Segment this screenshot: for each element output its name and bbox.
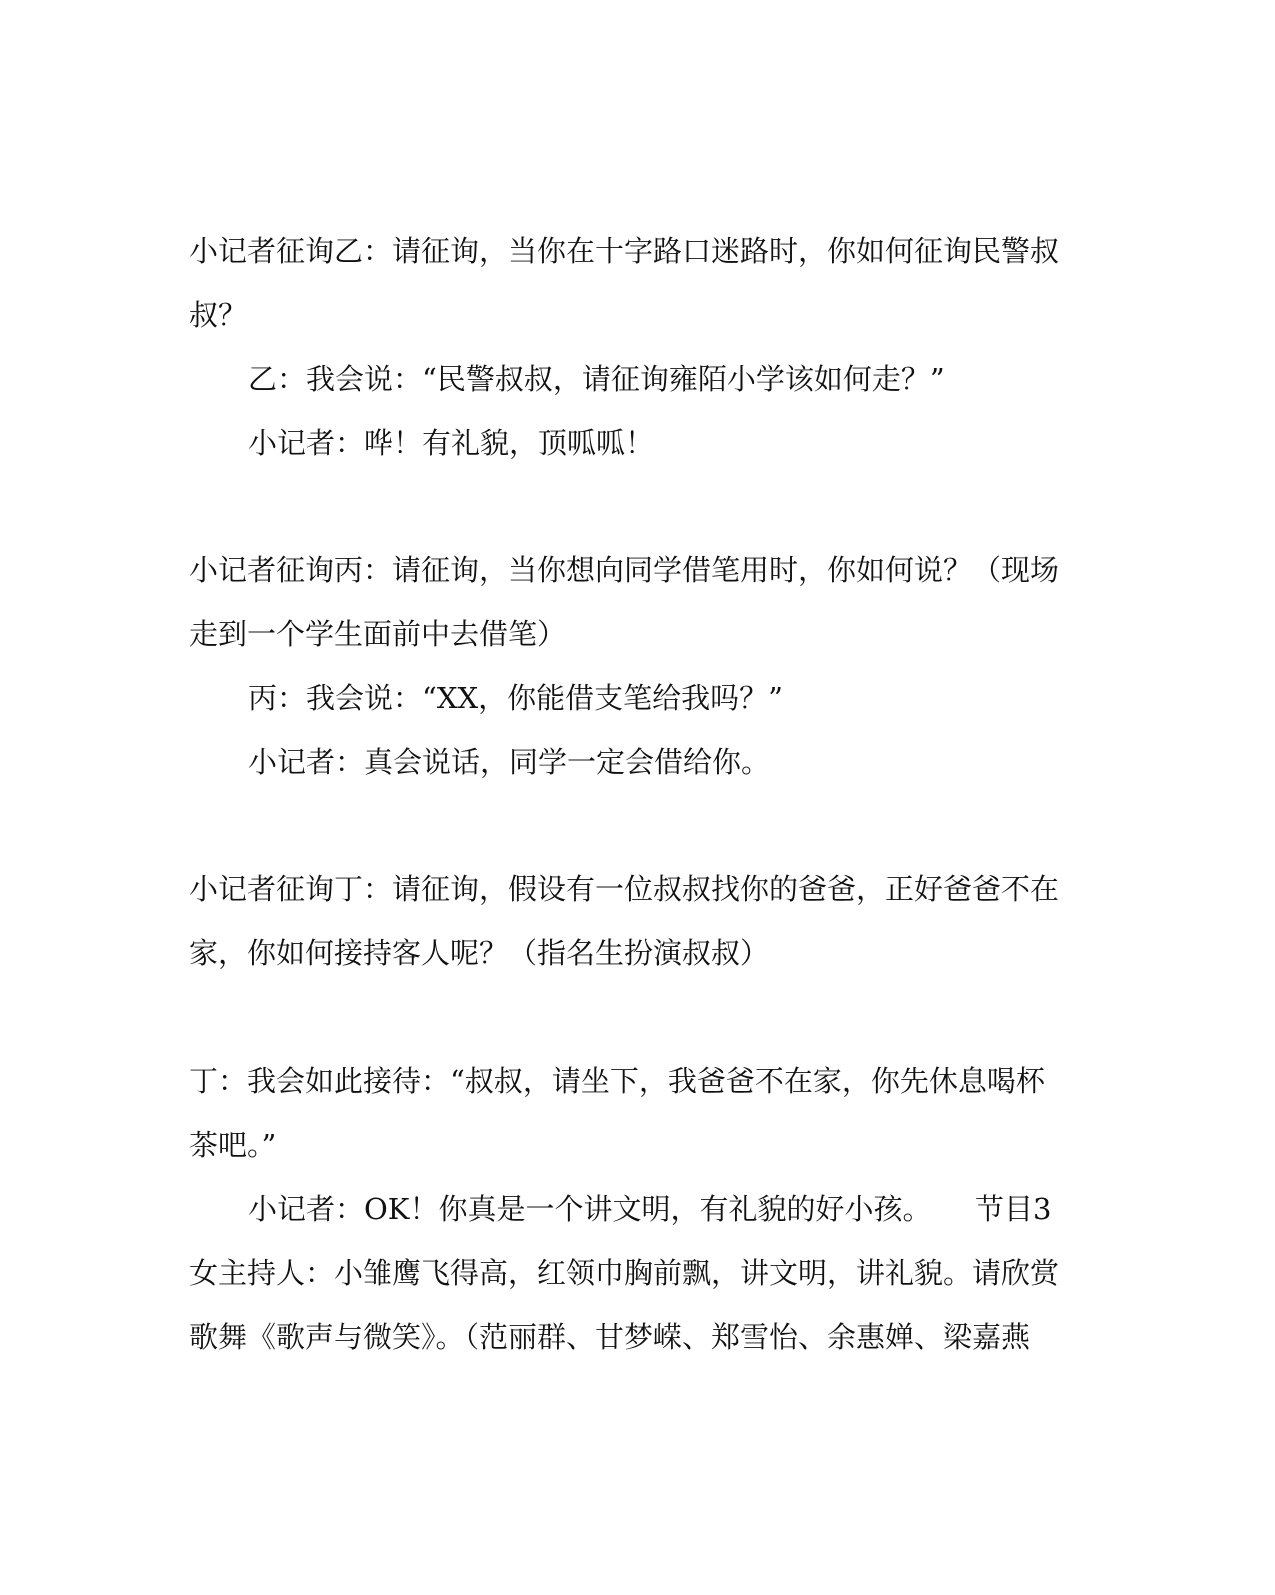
text-line: 歌舞《歌声与微笑》。（范丽群、甘梦嵘、郑雪怡、余惠婵、梁嘉燕 (189, 1320, 1031, 1354)
text-line: 女主持人：小雏鹰飞得高，红领巾胸前飘，讲文明，讲礼貌。请欣赏 (189, 1256, 1060, 1290)
text-line: 家，你如何接持客人呢？（指名生扮演叔叔） (189, 936, 770, 970)
text-line: 丙：我会说：“XX，你能借支笔给我吗？” (248, 681, 783, 715)
text-line: 小记者：真会说话，同学一定会借给你。 (248, 745, 771, 779)
text-line: 乙：我会说：“民警叔叔，请征询雍陌小学该如何走？” (248, 362, 945, 396)
text-line: 小记者征询丁：请征询，假设有一位叔叔找你的爸爸，正好爸爸不在 (189, 872, 1060, 906)
text-line: 小记者征询丙：请征询，当你想向同学借笔用时，你如何说？（现场 (189, 553, 1060, 587)
text-line: 叔？ (189, 298, 248, 332)
text-line: 小记者：OK！你真是一个讲文明，有礼貌的好小孩。 节目3 (248, 1192, 1052, 1226)
text-line: 走到一个学生面前中去借笔） (189, 617, 567, 651)
text-line: 丁：我会如此接待：“叔叔，请坐下，我爸爸不在家，你先休息喝杯 (189, 1064, 1045, 1098)
text-line: 小记者：哗！有礼貌，顶呱呱！ (248, 426, 655, 460)
text-line: 茶吧。” (189, 1128, 277, 1162)
text-line: 小记者征询乙：请征询，当你在十字路口迷路时，你如何征询民警叔 (189, 234, 1060, 268)
